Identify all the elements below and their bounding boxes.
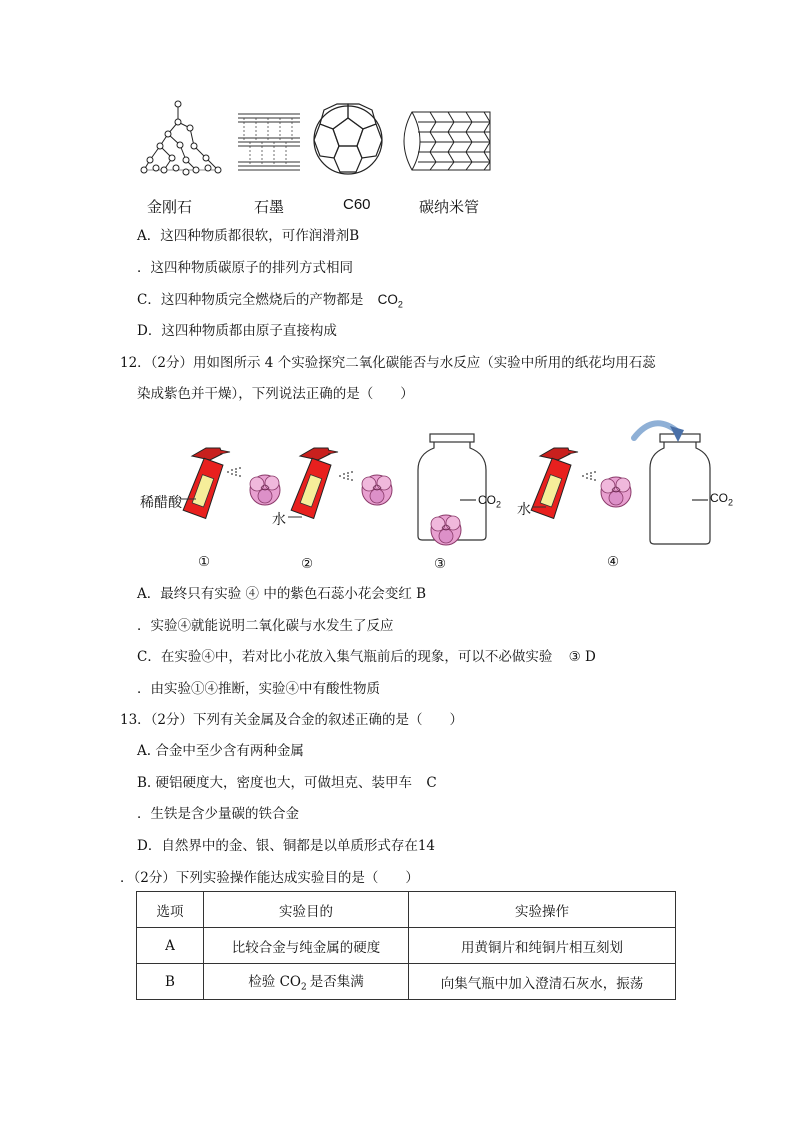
header-goal: 实验目的 [204,892,409,928]
nanotube-structure-image [404,112,490,170]
exp4-jar-image [650,434,710,544]
q11-option-c [137,291,403,314]
cell-goal [204,964,409,1000]
exp1-flower-image [250,475,280,505]
q12-option-c-text: C．在实验④中，若对比小花放入集气瓶前后的现象，可以不必做实验 [137,649,553,665]
c60-structure-image [314,104,382,174]
q13-option-b-tail: C [426,775,437,791]
curved-arrow-icon [634,423,684,442]
exp-number-4: ④ [607,554,620,570]
exp4-flower-image [601,477,631,507]
exp-number-1: ① [198,554,211,570]
label-co2-3-text: CO [478,493,496,507]
cell-goal: 比较合金与纯金属的硬度 [204,928,409,964]
q12-stem-line1: 12．（2分）用如图所示 4 个实验探究二氧化碳能否与水反应（实验中所用的纸花均用石蕊 [120,355,656,371]
q14-stem: ．（2分）下列实验操作能达成实验目的是（ ） [120,870,419,886]
label-nanotube: 碳纳米管 [419,198,480,216]
table-row [137,964,676,1000]
q12-stem-line2: 染成紫色并干燥），下列说法正确的是（ ） [137,386,414,402]
label-c60: C60 [343,196,371,213]
table-row [137,928,676,964]
cell-operation: 向集气瓶中加入澄清石灰水，振荡 [409,964,676,1000]
q12-option-a: A．最终只有实验 ④ 中的紫色石蕊小花会变红 B [137,586,427,602]
cell-goal-sub: 2 [300,982,307,993]
label-acid: 稀醋酸 [140,495,182,511]
q11-option-c-formula [377,292,403,310]
exp-number-3: ③ [434,556,447,572]
cell-option: B [137,964,204,1000]
exp2-flower-image [362,475,392,505]
label-co2-3 [478,493,501,509]
q14-table [136,891,676,1000]
label-water-2: 水 [272,512,286,528]
label-graphite: 石墨 [254,198,285,216]
graphite-structure-image [238,114,300,170]
exp3-flower-image [431,515,461,545]
q12-option-c-tail: ③ D [568,649,596,665]
q11-option-b: ．这四种物质碳原子的排列方式相同 [137,260,353,276]
table-header-row [137,892,676,928]
q11-co2-sub: 2 [397,299,403,310]
q13-option-b-text: B. 硬铝硬度大，密度也大，可做坦克、装甲车 [137,775,413,791]
label-co2-4-text: CO [710,491,728,505]
header-operation: 实验操作 [409,892,676,928]
q13-stem: 13．（2分）下列有关金属及合金的叙述正确的是（ ） [120,712,464,728]
q11-option-a: A．这四种物质都很软，可作润滑剂B [137,228,360,244]
diamond-structure-image [141,101,221,175]
q13-option-d: D．自然界中的金、银、铜都是以单质形式存在14 [137,838,436,854]
label-water-4: 水 [517,502,531,518]
q12-option-b: ．实验④就能说明二氧化碳与水发生了反应 [137,618,394,634]
exp2-spray-image [339,471,353,481]
cell-goal-pre: 检验 CO [248,974,301,991]
exp2-sprayer-image [291,448,338,518]
label-co2-3-sub: 2 [496,499,502,510]
q13-option-a: A. 合金中至少含有两种金属 [137,743,304,759]
q12-option-d: ．由实验①④推断，实验④中有酸性物质 [137,681,380,697]
q12-option-c [137,648,596,666]
exp-number-2: ② [301,556,314,572]
header-option: 选项 [137,892,204,928]
label-co2-4 [710,491,733,507]
q11-option-d: D．这四种物质都由原子直接构成 [137,323,337,339]
exp4-spray-image [582,471,596,481]
q11-option-c-text: C．这四种物质完全燃烧后的产物都是 [137,292,364,308]
exp1-sprayer-image [183,448,230,518]
cell-option: A [137,928,204,964]
label-co2-4-sub: 2 [728,497,734,508]
cell-goal-post: 是否集满 [309,974,364,991]
exp4-sprayer-image [531,448,578,518]
q13-option-c: ．生铁是含少量碳的铁合金 [137,806,299,822]
label-diamond: 金刚石 [147,198,193,216]
exp1-spray-image [227,467,241,477]
allotrope-figure [0,0,794,200]
q11-co2-text: CO [377,292,398,307]
cell-operation: 用黄铜片和纯铜片相互刻划 [409,928,676,964]
experiment-figure [0,410,794,590]
q13-option-b [137,774,437,792]
